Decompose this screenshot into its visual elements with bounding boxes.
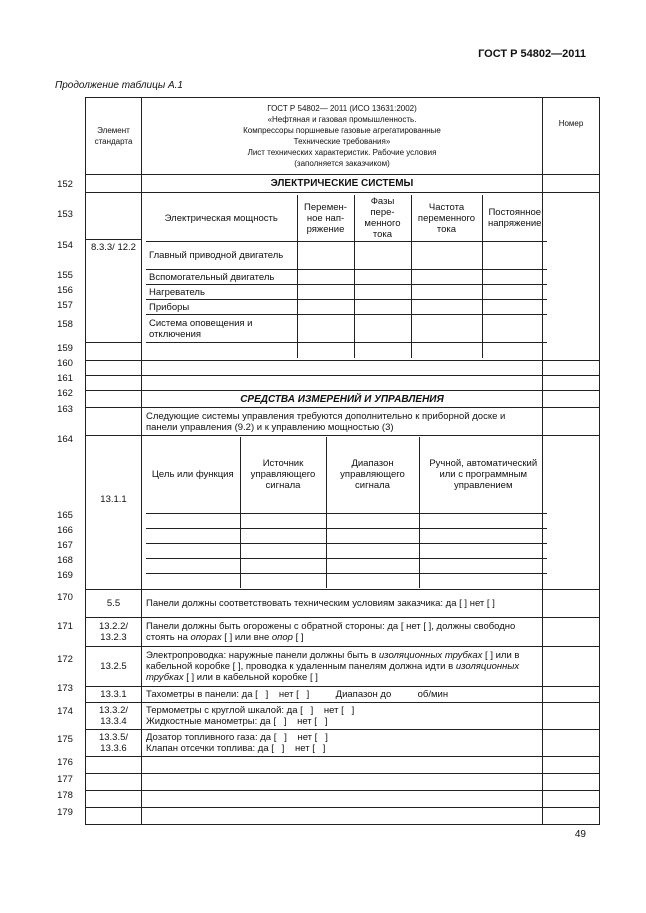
row-number: 170 bbox=[57, 592, 73, 603]
row-number: 166 bbox=[57, 525, 73, 536]
row-number: 173 bbox=[57, 683, 73, 694]
input-cell[interactable] bbox=[142, 376, 543, 391]
row-number: 155 bbox=[57, 270, 73, 281]
row-number: 169 bbox=[57, 570, 73, 581]
input-cell[interactable] bbox=[142, 774, 543, 791]
row-number: 165 bbox=[57, 510, 73, 521]
input-cell[interactable] bbox=[326, 558, 419, 573]
table-row bbox=[86, 687, 600, 703]
input-cell[interactable] bbox=[411, 285, 482, 300]
input-cell[interactable] bbox=[354, 270, 411, 285]
input-cell[interactable] bbox=[297, 343, 354, 358]
element-ref: 13.3.5/ 13.3.6 bbox=[86, 730, 142, 757]
datasheet-table bbox=[85, 97, 600, 825]
row-number: 158 bbox=[57, 319, 73, 330]
input-cell[interactable] bbox=[326, 543, 419, 558]
row-number: 153 bbox=[57, 209, 73, 220]
row-number: 172 bbox=[57, 654, 73, 665]
column-header: Источник управляющего сигнала bbox=[240, 437, 326, 513]
table-row bbox=[86, 361, 600, 376]
input-cell[interactable] bbox=[240, 513, 326, 528]
column-header: Частота переменного тока bbox=[411, 195, 482, 242]
table-row bbox=[146, 315, 547, 343]
table-header-row bbox=[86, 98, 600, 175]
input-cell[interactable] bbox=[297, 242, 354, 270]
input-cell[interactable] bbox=[146, 528, 240, 543]
table-row bbox=[86, 175, 600, 193]
input-cell[interactable] bbox=[354, 343, 411, 358]
element-ref: 13.3.1 bbox=[86, 687, 142, 703]
row-number: 174 bbox=[57, 706, 73, 717]
table-row bbox=[86, 376, 600, 391]
row-number: 161 bbox=[57, 373, 73, 384]
table-row bbox=[86, 730, 600, 757]
column-header: Цель или функция bbox=[146, 437, 240, 513]
input-cell[interactable] bbox=[240, 528, 326, 543]
row-number: 176 bbox=[57, 757, 73, 768]
input-cell[interactable] bbox=[411, 242, 482, 270]
input-cell[interactable] bbox=[326, 513, 419, 528]
table-row bbox=[86, 618, 600, 647]
input-cell[interactable] bbox=[240, 573, 326, 588]
input-cell[interactable] bbox=[297, 270, 354, 285]
row-number: 152 bbox=[57, 179, 73, 190]
element-ref: 5.5 bbox=[86, 590, 142, 618]
input-cell[interactable] bbox=[297, 285, 354, 300]
input-cell[interactable] bbox=[354, 300, 411, 315]
input-cell[interactable] bbox=[419, 558, 547, 573]
row-label: Приборы bbox=[146, 300, 297, 315]
table-row bbox=[86, 808, 600, 825]
table-row bbox=[86, 647, 600, 687]
input-cell[interactable] bbox=[142, 808, 543, 825]
element-ref: 13.2.5 bbox=[86, 647, 142, 687]
row-number: 163 bbox=[57, 404, 73, 415]
input-cell[interactable] bbox=[297, 315, 354, 343]
input-cell[interactable] bbox=[482, 315, 547, 343]
input-cell[interactable] bbox=[142, 791, 543, 808]
table-row bbox=[86, 590, 600, 618]
table-row bbox=[86, 774, 600, 791]
row-label: Главный приводной двигатель bbox=[146, 242, 297, 270]
row-text: Электропроводка: наружные панели должны быть в изоляционных трубках [ ] или в кабельной коробке [ ], проводка к удаленным панелям должна идти в изоляционных трубках [ ] или в кабельной коробке [ ] bbox=[142, 647, 543, 687]
row-number: 167 bbox=[57, 540, 73, 551]
row-text: Тахометры в панели: да [ ] нет [ ] Диапазон до об/мин bbox=[142, 687, 543, 703]
row-number: 154 bbox=[57, 240, 73, 251]
table-row bbox=[146, 300, 547, 315]
input-cell[interactable] bbox=[146, 343, 297, 358]
input-cell[interactable] bbox=[240, 543, 326, 558]
row-text: Панели должны соответствовать техническим условиям заказчика: да [ ] нет [ ] bbox=[142, 590, 543, 618]
column-header: Переменное напряжение bbox=[297, 195, 354, 242]
input-cell[interactable] bbox=[419, 573, 547, 588]
input-cell[interactable] bbox=[411, 300, 482, 315]
table-row bbox=[86, 408, 600, 436]
electrical-power-table bbox=[146, 195, 547, 358]
number-column-header: Номер bbox=[543, 98, 600, 175]
input-cell[interactable] bbox=[411, 343, 482, 358]
input-cell[interactable] bbox=[142, 757, 543, 774]
input-cell[interactable] bbox=[354, 315, 411, 343]
element-ref: 13.1.1 bbox=[100, 494, 127, 505]
column-header: Диапазон управляющего сигнала bbox=[326, 437, 419, 513]
control-block bbox=[86, 436, 600, 590]
standard-code: ГОСТ Р 54802—2011 bbox=[478, 48, 586, 60]
title-line: «Нефтяная и газовая промышленность. bbox=[267, 115, 417, 124]
title-line: ГОСТ Р 54802— 2011 (ИСО 13631:2002) bbox=[267, 104, 417, 113]
row-number: 168 bbox=[57, 555, 73, 566]
row-number: 157 bbox=[57, 300, 73, 311]
page-number: 49 bbox=[574, 829, 586, 840]
column-header: Постоянное напряжение bbox=[482, 195, 547, 242]
table-row bbox=[146, 343, 547, 358]
row-text: Дозатор топливного газа: да [ ] нет [ ] Клапан отсечки топлива: да [ ] нет [ ] bbox=[142, 730, 543, 757]
input-cell[interactable] bbox=[297, 300, 354, 315]
element-ref: 13.2.2/ 13.2.3 bbox=[86, 618, 142, 647]
input-cell[interactable] bbox=[482, 270, 547, 285]
row-label: Вспомогательный двигатель bbox=[146, 270, 297, 285]
table-row bbox=[86, 791, 600, 808]
table-row bbox=[86, 391, 600, 408]
element-column-header: Элемент стандарта bbox=[86, 98, 142, 175]
column-header: Электрическая мощность bbox=[146, 195, 297, 242]
table-row bbox=[146, 437, 547, 513]
column-header: Ручной, автоматический или с программным управлением bbox=[419, 437, 547, 513]
table-row bbox=[146, 285, 547, 300]
element-ref: 8.3.3/ 12.2 bbox=[91, 242, 136, 253]
column-header: Фазы переменного тока bbox=[354, 195, 411, 242]
input-cell[interactable] bbox=[419, 543, 547, 558]
title-line: Лист технических характеристик. Рабочие условия bbox=[247, 148, 437, 157]
row-label: Система оповещения и отключения bbox=[146, 315, 297, 343]
row-number: 179 bbox=[57, 807, 73, 818]
input-cell[interactable] bbox=[240, 558, 326, 573]
input-cell[interactable] bbox=[482, 285, 547, 300]
input-cell[interactable] bbox=[146, 543, 240, 558]
input-cell[interactable] bbox=[411, 270, 482, 285]
row-number: 164 bbox=[57, 434, 73, 445]
section-heading: ЭЛЕКТРИЧЕСКИЕ СИСТЕМЫ bbox=[142, 175, 543, 193]
input-cell[interactable] bbox=[146, 513, 240, 528]
input-cell[interactable] bbox=[482, 300, 547, 315]
control-systems-table bbox=[146, 437, 547, 588]
row-number: 159 bbox=[57, 343, 73, 354]
input-cell[interactable] bbox=[326, 573, 419, 588]
row-number: 175 bbox=[57, 734, 73, 745]
row-text: Термометры с круглой шкалой: да [ ] нет [ ] Жидкостные манометры: да [ ] нет [ ] bbox=[142, 703, 543, 730]
title-line: (заполняется заказчиком) bbox=[294, 159, 390, 168]
input-cell[interactable] bbox=[419, 513, 547, 528]
input-cell[interactable] bbox=[326, 528, 419, 543]
row-number: 171 bbox=[57, 621, 73, 632]
table-row bbox=[146, 195, 547, 242]
input-cell[interactable] bbox=[482, 343, 547, 358]
row-text: Следующие системы управления требуются дополнительно к приборной доске и панели управления (9.2) и к управлению мощностью (3) bbox=[142, 408, 543, 436]
table-row bbox=[146, 242, 547, 270]
title-column-header bbox=[142, 98, 543, 175]
row-text: Панели должны быть огорожены с обратной стороны: да [ нет [ ], должны свободно стоять на опорах [ ] или вне опор [ ] bbox=[142, 618, 543, 647]
row-number: 177 bbox=[57, 774, 73, 785]
row-number: 156 bbox=[57, 285, 73, 296]
electrical-block bbox=[86, 193, 600, 361]
element-ref: 13.3.2/ 13.3.4 bbox=[86, 703, 142, 730]
row-number: 162 bbox=[57, 388, 73, 399]
input-cell[interactable] bbox=[482, 242, 547, 270]
title-line: Технические требования» bbox=[293, 137, 391, 146]
row-number: 178 bbox=[57, 790, 73, 801]
table-row bbox=[86, 757, 600, 774]
row-number: 160 bbox=[57, 358, 73, 369]
input-cell[interactable] bbox=[146, 573, 240, 588]
input-cell[interactable] bbox=[146, 558, 240, 573]
input-cell[interactable] bbox=[411, 315, 482, 343]
input-cell[interactable] bbox=[419, 528, 547, 543]
row-label: Нагреватель bbox=[146, 285, 297, 300]
section-heading: СРЕДСТВА ИЗМЕРЕНИЙ И УПРАВЛЕНИЯ bbox=[142, 391, 543, 408]
input-cell[interactable] bbox=[354, 242, 411, 270]
table-row bbox=[146, 270, 547, 285]
table-row bbox=[86, 703, 600, 730]
input-cell[interactable] bbox=[354, 285, 411, 300]
table-continuation-caption: Продолжение таблицы А.1 bbox=[55, 80, 183, 91]
input-cell[interactable] bbox=[142, 361, 543, 376]
title-line: Компрессоры поршневые газовые агрегатированные bbox=[243, 126, 441, 135]
